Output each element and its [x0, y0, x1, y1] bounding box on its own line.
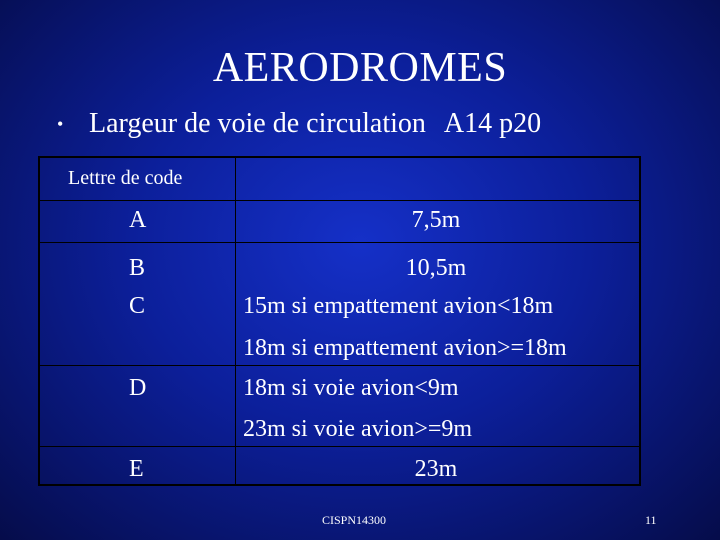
taxiway-width-table	[38, 156, 641, 486]
bullet-icon: •	[57, 113, 64, 134]
footer-text: CISPN14300	[322, 513, 387, 527]
code-letter-b: B	[129, 255, 146, 281]
code-letter-a: A	[129, 207, 147, 233]
width-value-d-1: 18m si voie avion<9m	[243, 375, 459, 401]
width-value-c-1: 15m si empattement avion<18m	[243, 293, 554, 319]
width-value-d-2: 23m si voie avion>=9m	[243, 416, 473, 442]
width-value-b: 10,5m	[405, 255, 467, 281]
bullet-reference: A14 p20	[443, 108, 542, 139]
width-value-c-2: 18m si empattement avion>=18m	[243, 335, 567, 361]
bullet-label: Largeur de voie de circulation	[89, 108, 426, 139]
width-value-a: 7,5m	[411, 207, 461, 233]
row-divider	[40, 242, 639, 243]
code-letter-c: C	[129, 293, 146, 319]
row-divider	[40, 446, 639, 447]
page-number: 11	[645, 513, 657, 527]
code-letter-e: E	[129, 456, 144, 482]
row-divider	[40, 365, 639, 366]
table-header-code-letter: Lettre de code	[68, 167, 183, 189]
row-divider	[40, 200, 639, 201]
width-value-e: 23m	[414, 456, 458, 482]
slide-title: AERODROMES	[212, 45, 508, 91]
code-letter-d: D	[129, 375, 147, 401]
bullet-item	[57, 106, 541, 142]
bullet-text	[89, 108, 541, 140]
